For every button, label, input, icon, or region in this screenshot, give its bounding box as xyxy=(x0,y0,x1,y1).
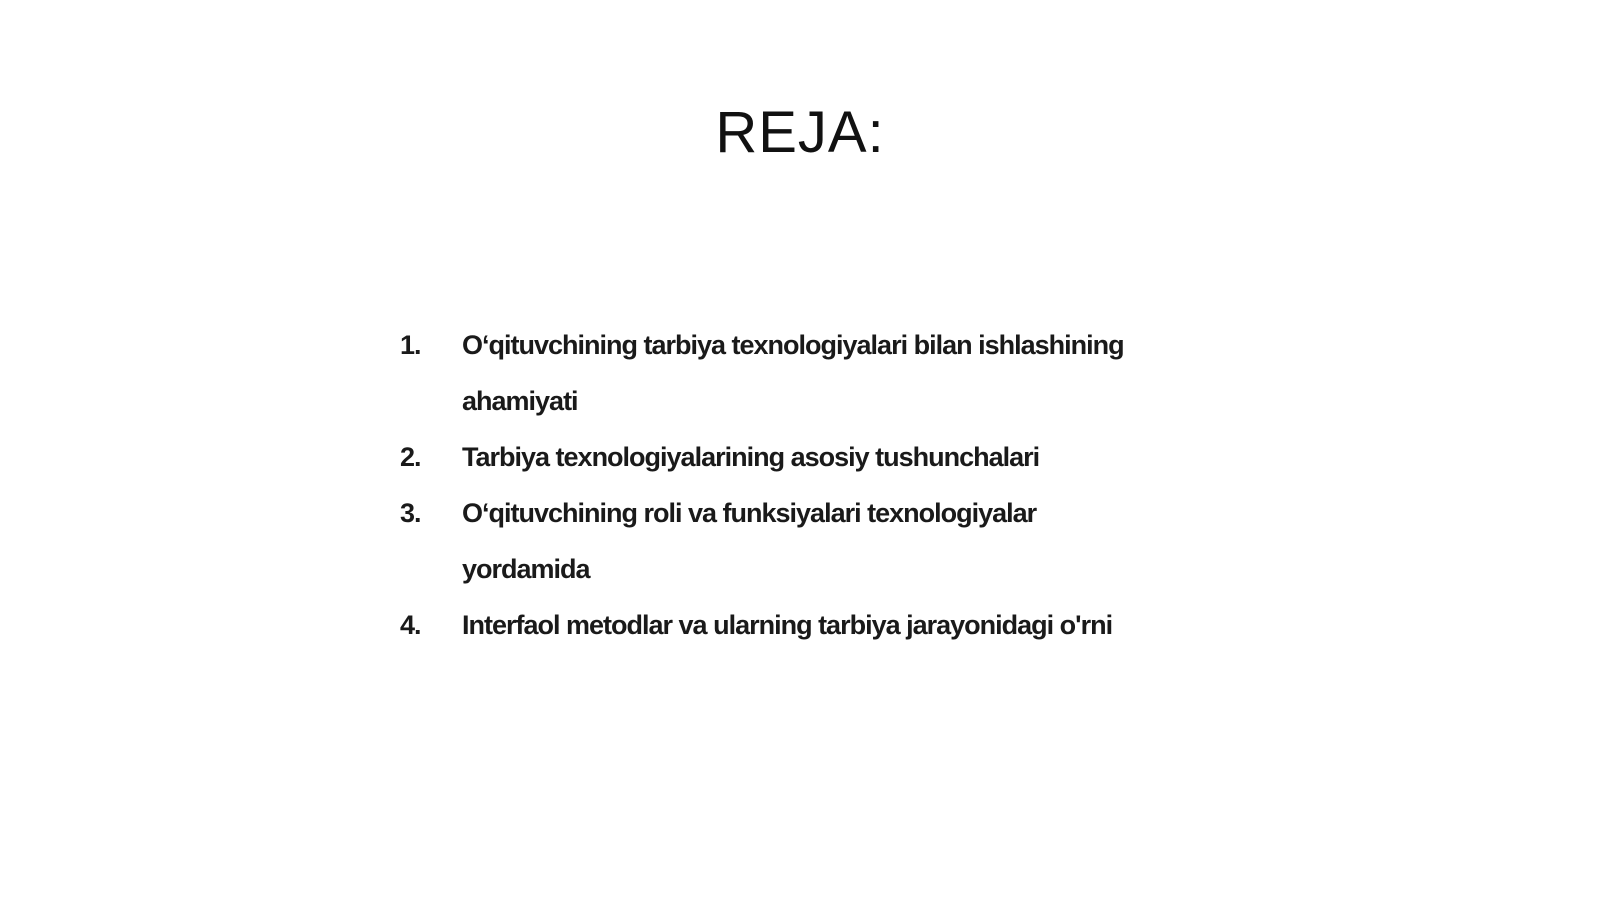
list-item-number: 4. xyxy=(400,610,421,640)
plan-list xyxy=(400,317,1160,653)
slide-title: REJA: xyxy=(715,100,885,165)
list-item xyxy=(400,597,1160,653)
list-item-text: Interfaol metodlar va ularning tarbiya jarayonidagi o'rni xyxy=(462,610,1113,640)
list-item-number: 2. xyxy=(400,442,421,472)
list-item-text: O‘qituvchining roli va funksiyalari texnologiyalar yordamida xyxy=(462,498,1037,584)
list-item-number: 1. xyxy=(400,330,421,360)
list-item-text: O‘qituvchining tarbiya texnologiyalari bilan ishlashining ahamiyati xyxy=(462,330,1124,416)
list-item-number: 3. xyxy=(400,498,421,528)
list-item xyxy=(400,317,1160,429)
list-item xyxy=(400,429,1160,485)
list-item xyxy=(400,485,1160,597)
list-item-text: Tarbiya texnologiyalarining asosiy tushunchalari xyxy=(462,442,1040,472)
